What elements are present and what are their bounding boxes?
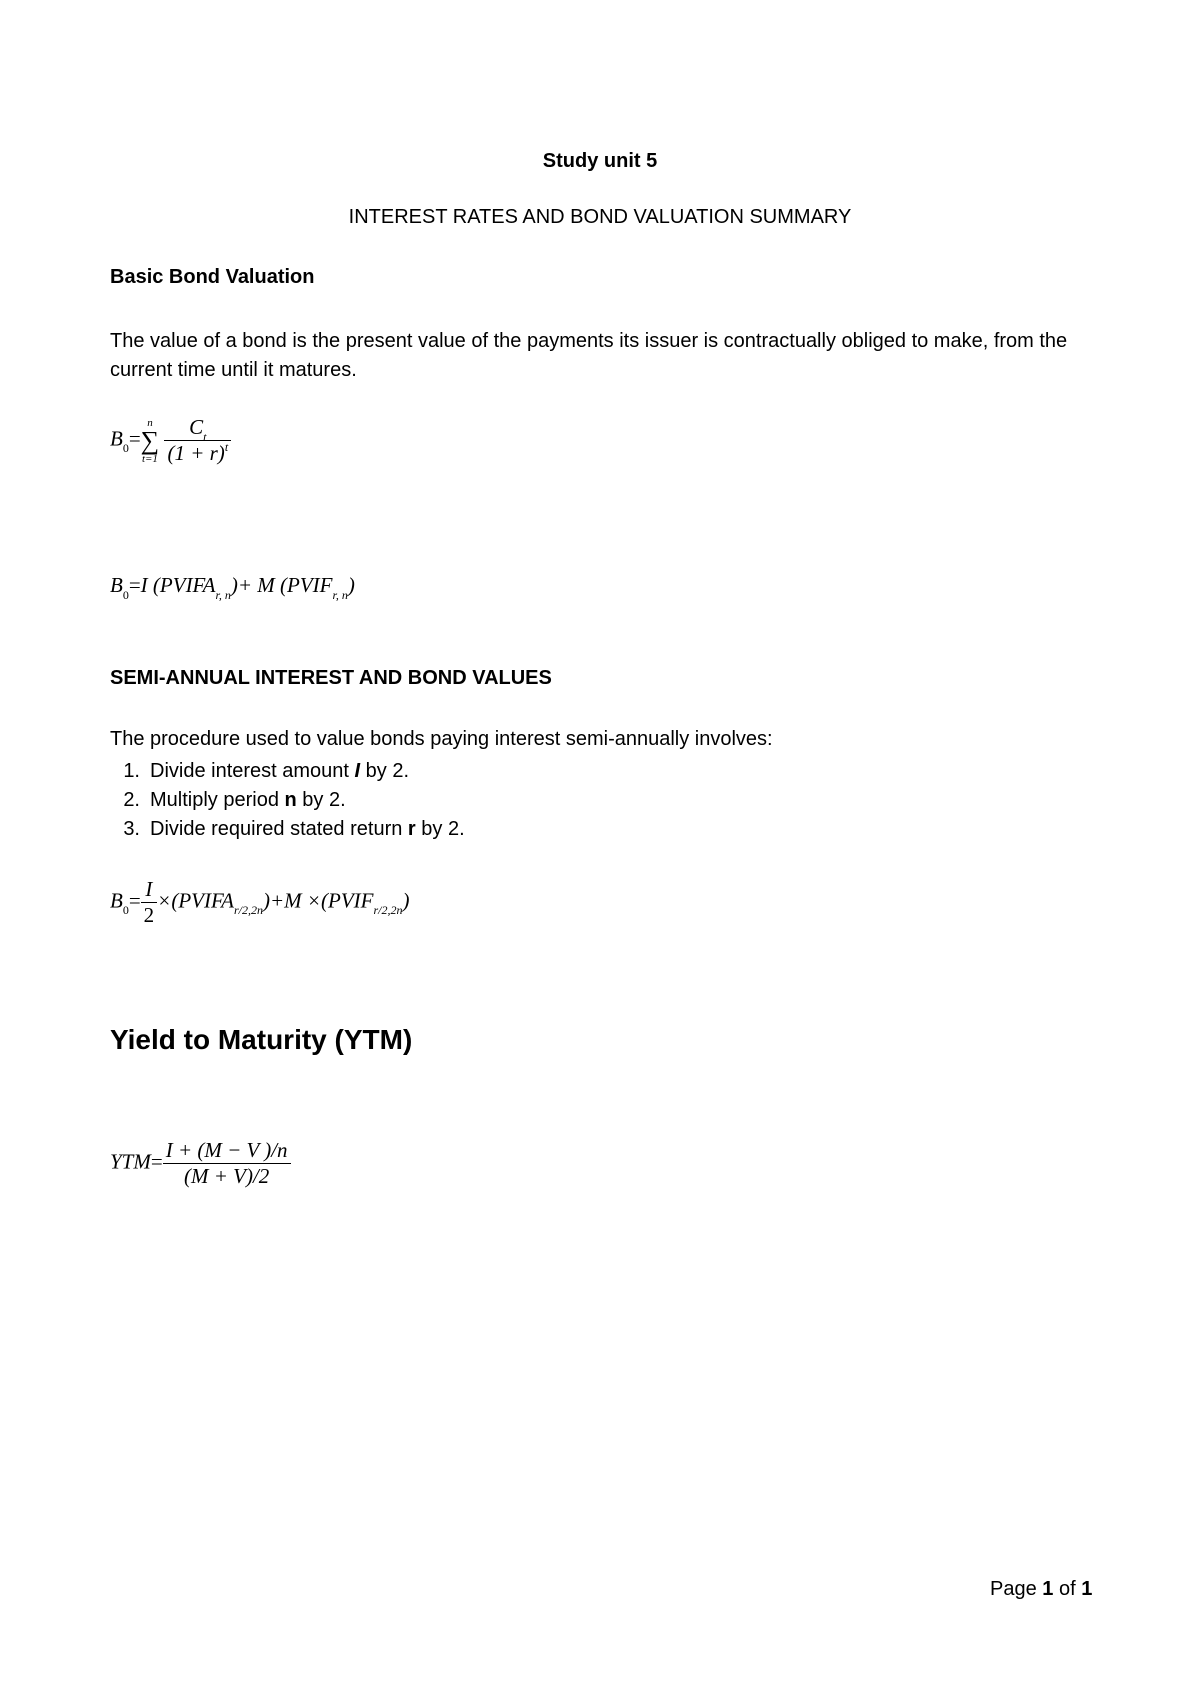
ytm-formula: YTM= $\frac{I + (M - V )/n}{(M + V)/2}$ bbox=[110, 1138, 291, 1189]
ytm-fraction: $\frac{I + (M - V )/n}{(M + V)/2}$ bbox=[163, 1138, 291, 1189]
section-heading-semi-annual: SEMI-ANNUAL INTEREST AND BOND VALUES bbox=[110, 667, 552, 689]
list-item: 1. Divide interest amount I by 2. bbox=[123, 760, 410, 782]
section-heading-ytm: Yield to Maturity (YTM) bbox=[110, 1024, 413, 1055]
formula3-fraction: $\frac{I}{2}$ bbox=[141, 877, 158, 928]
semi-annual-steps-list bbox=[110, 757, 465, 844]
bond-value-sum-formula: $B_0=$ n ∑ t=1 $\frac{C_t}{(1 + r)^t}$ bbox=[110, 415, 231, 466]
bond-value-pvifa-formula: $B_0=I$ $(PVIFA_{r, n})+ M$ $(PVIF_{r, n})$ bbox=[110, 573, 355, 602]
sigma-symbol: n ∑ t=1 bbox=[140, 416, 160, 465]
formula1-lhs: B bbox=[110, 426, 123, 451]
formula1-fraction: $\frac{C_t}{(1 + r)^t}$ bbox=[164, 415, 231, 466]
section-heading-basic-bond-valuation: Basic Bond Valuation bbox=[110, 266, 315, 288]
page-number: Page 1 of 1 bbox=[990, 1578, 1093, 1600]
document-subtitle: INTEREST RATES AND BOND VALUATION SUMMARY bbox=[348, 206, 852, 228]
list-item: 2. Multiply period n by 2. bbox=[123, 789, 346, 811]
document-title: Study unit 5 bbox=[542, 150, 658, 172]
semi-annual-bond-formula: $B_0=$ $\frac{I}{2}$ $\times(PVIFA_{r/2,2n})+M$ $\times(PVIF_{r/2,2n})$ bbox=[110, 877, 410, 927]
bond-value-paragraph: The value of a bond is the present value of the payments its issuer is contractually obliged to make, from the current time until it matures. bbox=[110, 330, 1068, 381]
list-item: 3. Divide required stated return r by 2. bbox=[123, 818, 465, 840]
semi-annual-intro: The procedure used to value bonds paying interest semi-annually involves: bbox=[110, 728, 773, 750]
